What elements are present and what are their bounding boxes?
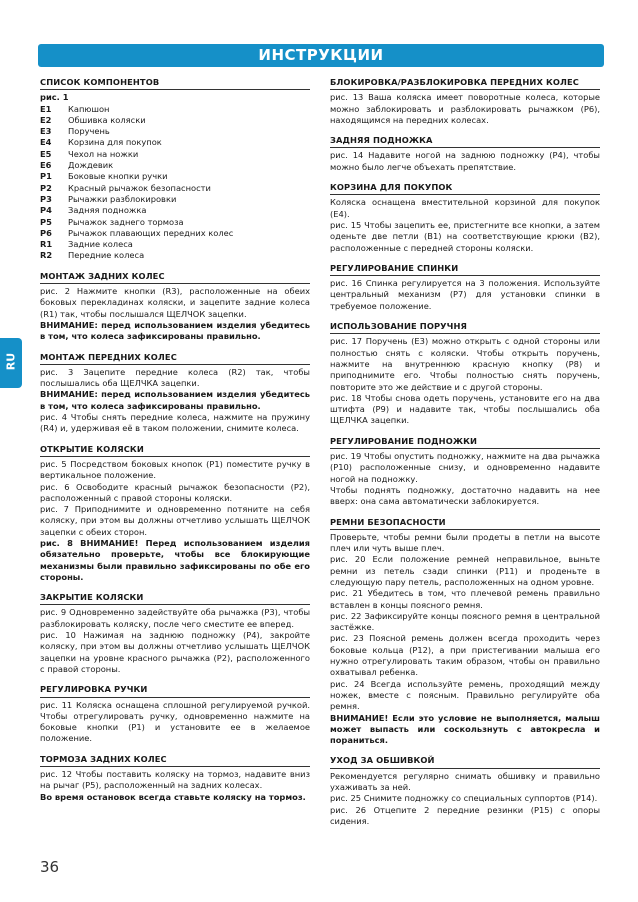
component-list-item bbox=[40, 217, 310, 228]
component-code: P6 bbox=[40, 227, 52, 238]
section-title: ИСПОЛЬЗОВАНИЕ ПОРУЧНЯ bbox=[330, 321, 600, 334]
component-list-item bbox=[40, 160, 310, 171]
paragraph: Коляска оснащена вместительной корзиной для покупок (E4). bbox=[330, 197, 600, 219]
opening-section bbox=[40, 444, 310, 584]
rear-brake-section bbox=[40, 754, 310, 803]
section-title: ТОРМОЗА ЗАДНИХ КОЛЕС bbox=[40, 754, 310, 767]
closing-section bbox=[40, 592, 310, 675]
component-name: Рычажок заднего тормоза bbox=[68, 216, 184, 227]
component-name: Рычажок плавающих передних колес bbox=[68, 227, 234, 238]
paragraph: рис. 26 Отцепите 2 передние резинки (P15) с опоры сидения. bbox=[330, 804, 600, 826]
component-list-item bbox=[40, 149, 310, 160]
language-tab bbox=[0, 338, 22, 388]
paragraph: рис. 6 Освободите красный рычажок безопасности (P2), расположенный с правой стороны коляски. bbox=[40, 481, 310, 503]
language-label: RU bbox=[4, 352, 18, 371]
paragraph: Проверьте, чтобы ремни были продеты в петли на высоте плеч или чуть выше плеч. bbox=[330, 531, 600, 554]
component-code: P3 bbox=[40, 193, 52, 204]
paragraph: рис. 17 Поручень (E3) можно открыть с одной стороны или полностью снять с коляски. Чтобы открыть поручень, нажмите на внутреннюю красную кнопку (P8) и приподнимите его. Чтобы полностью снять поручень, повторите это же действие и с другой стороны. bbox=[330, 336, 600, 392]
component-name: Красный рычажок безопасности bbox=[68, 182, 211, 193]
rear-footboard-section bbox=[330, 135, 600, 173]
paragraph: рис. 23 Поясной ремень должен всегда проходить через боковые кольца (P12), а при пристегивании малыша его нужно отрегулировать таким образом, чтобы он правильно охватывал ребенка. bbox=[330, 633, 600, 678]
legrest-section bbox=[330, 436, 600, 508]
paragraph: рис. 13 Ваша коляска имеет поворотные колеса, которые можно заблокировать и разблокировать рычажком (P6), находящимся на передних колесах. bbox=[330, 92, 600, 125]
component-name: Дождевик bbox=[68, 160, 114, 171]
bumper-section bbox=[330, 321, 600, 427]
paragraph: рис. 9 Одновременно задействуйте оба рычажка (P3), чтобы разблокировать коляску, после чего сместите ее вперед. bbox=[40, 607, 310, 629]
paragraph: рис. 24 Всегда используйте ремень, проходящий между ножек, вместе с поясным. Правильно регулируйте оба ремня. bbox=[330, 678, 600, 712]
paragraph: рис. 25 Снимите подножку со специальных суппортов (P14). bbox=[330, 793, 598, 804]
component-code: E4 bbox=[40, 137, 52, 148]
paragraph: рис. 18 Чтобы снова одеть поручень, установите его на два штифта (P9) и надавите так, чтобы послышались оба ЩЕЛЧКА зацепки. bbox=[330, 392, 600, 426]
paragraph: рис. 21 Убедитесь в том, что плечевой ремень правильно вставлен в концы поясного ремня. bbox=[330, 588, 600, 610]
component-list-item bbox=[40, 205, 310, 216]
figure-ref: рис. 1 bbox=[40, 92, 69, 103]
warning: рис. 8 ВНИМАНИЕ! Перед использованием изделия обязательно проверьте, чтобы все блокирующие механизмы были правильно зафиксированы по обе его стороны. bbox=[40, 537, 310, 582]
component-list-item bbox=[40, 239, 310, 250]
page-number: 36 bbox=[40, 858, 60, 876]
component-name: Рычажки разблокировки bbox=[68, 193, 177, 204]
component-list-item bbox=[40, 183, 310, 194]
component-code: P5 bbox=[40, 216, 52, 227]
handle-section bbox=[40, 684, 310, 744]
paragraph: рис. 5 Посредством боковых кнопок (P1) поместите ручку в вертикальное положение. bbox=[40, 458, 310, 481]
paragraph: Рекомендуется регулярно снимать обшивку и правильно ухаживать за ней. bbox=[330, 770, 600, 793]
component-code: P1 bbox=[40, 171, 52, 182]
component-code: P4 bbox=[40, 205, 52, 216]
harness-section bbox=[330, 517, 600, 747]
section-title: МОНТАЖ ПЕРЕДНИХ КОЛЕС bbox=[40, 352, 310, 365]
component-list-item bbox=[40, 171, 310, 182]
component-code: E3 bbox=[40, 126, 52, 137]
front-wheels-section bbox=[40, 352, 310, 435]
section-title: ОТКРЫТИЕ КОЛЯСКИ bbox=[40, 444, 310, 457]
component-name: Задние колеса bbox=[68, 239, 133, 250]
component-list-item bbox=[40, 115, 310, 126]
component-list bbox=[40, 104, 310, 262]
component-code: P2 bbox=[40, 182, 52, 193]
paragraph: рис. 22 Зафиксируйте концы поясного ремня в центральной застёжке. bbox=[330, 610, 600, 633]
component-list-item bbox=[40, 104, 310, 115]
warning: ВНИМАНИЕ: перед использованием изделия убедитесь в том, что колеса зафиксированы правильно. bbox=[40, 389, 310, 411]
component-code: R2 bbox=[40, 250, 53, 261]
section-title: БЛОКИРОВКА/РАЗБЛОКИРОВКА ПЕРЕДНИХ КОЛЕС bbox=[330, 77, 600, 90]
paragraph: рис. 14 Надавите ногой на заднюю подножку (P4), чтобы можно было легче объехать препятствие. bbox=[330, 150, 600, 172]
paragraph: рис. 15 Чтобы зацепить ее, пристегните все кнопки, а затем оденьте две петли (B1) на соответствующие крюки (B2), расположенные с передней стороны коляски. bbox=[330, 219, 600, 253]
component-code: E5 bbox=[40, 148, 52, 159]
section-title: ЗАДНЯЯ ПОДНОЖКА bbox=[330, 135, 600, 148]
page-title: ИНСТРУКЦИИ bbox=[258, 46, 384, 64]
component-name: Чехол на ножки bbox=[68, 148, 139, 159]
paragraph: рис. 7 Приподнимите и одновременно потяните на себя коляску, при этом вы должны отчетливо услышать ЩЕЛЧОК зацепки с обеих сторон. bbox=[40, 504, 310, 537]
component-name: Капюшон bbox=[68, 103, 110, 114]
warning: Во время остановок всегда ставьте коляску на тормоз. bbox=[40, 791, 306, 802]
warning: ВНИМАНИЕ! Если это условие не выполняется, малыш может выпасть или соскользнуть с автокресла и пораниться. bbox=[330, 712, 600, 746]
component-name: Задняя подножка bbox=[68, 205, 147, 216]
paragraph: рис. 3 Зацепите передние колеса (R2) так, чтобы послышались оба ЩЕЛЧКА зацепки. bbox=[40, 366, 310, 389]
rear-wheels-section bbox=[40, 271, 310, 343]
component-name: Корзина для покупок bbox=[68, 137, 162, 148]
right-column bbox=[330, 77, 600, 836]
paragraph: рис. 11 Коляска оснащена сплошной регулируемой ручкой. Чтобы отрегулировать ручку, одновременно нажмите на боковые кнопки (P1) и установите ее в желаемое положение. bbox=[40, 699, 310, 744]
paragraph: рис. 19 Чтобы опустить подножку, нажмите на два рычажка (P10) расположенные снизу, и одновременно надавите ногой на подножку. bbox=[330, 451, 600, 484]
left-column bbox=[40, 77, 310, 812]
paragraph: рис. 20 Если положение ремней неправильное, выньте ремни из петель сзади спинки (P11) и проденьте в следующую пару петель, расположенных на одном уровне. bbox=[330, 554, 600, 587]
cover-care-section bbox=[330, 755, 600, 827]
paragraph: рис. 12 Чтобы поставить коляску на тормоз, надавите вниз на рычаг (P5), расположенный на задних колесах. bbox=[40, 769, 310, 791]
section-title: РЕМНИ БЕЗОПАСНОСТИ bbox=[330, 517, 600, 530]
component-list-item bbox=[40, 194, 310, 205]
section-title: МОНТАЖ ЗАДНИХ КОЛЕС bbox=[40, 271, 310, 284]
component-name: Поручень bbox=[68, 126, 110, 137]
section-title: РЕГУЛИРОВКА РУЧКИ bbox=[40, 684, 310, 697]
warning: ВНИМАНИЕ: перед использованием изделия убедитесь в том, что колеса зафиксированы правильно. bbox=[40, 319, 310, 342]
paragraph: рис. 16 Спинка регулируется на 3 положения. Используйте центральный механизм (P7) для установки спинки в требуемое положение. bbox=[330, 278, 600, 311]
component-code: E1 bbox=[40, 103, 52, 114]
backrest-section bbox=[330, 263, 600, 312]
component-name: Обшивка коляски bbox=[68, 114, 146, 125]
component-name: Боковые кнопки ручки bbox=[68, 171, 168, 182]
section-title: РЕГУЛИРОВАНИЕ СПИНКИ bbox=[330, 263, 600, 276]
component-list-item bbox=[40, 250, 310, 261]
section-title: КОРЗИНА ДЛЯ ПОКУПОК bbox=[330, 182, 600, 195]
front-lock-section bbox=[330, 77, 600, 126]
component-list-item bbox=[40, 228, 310, 239]
section-title: СПИСОК КОМПОНЕНТОВ bbox=[40, 77, 310, 90]
paragraph: рис. 4 Чтобы снять передние колеса, нажмите на пружину (R4) и, удерживая её в таком положении, снимите колеса. bbox=[40, 412, 310, 434]
paragraph: рис. 10 Нажимая на заднюю подножку (P4), закройте коляску, при этом вы должны отчетливо услышать ЩЕЛЧОК зацепки на уровне красного рычажка (P2), расположенного с правой стороны. bbox=[40, 630, 310, 674]
section-title: ЗАКРЫТИЕ КОЛЯСКИ bbox=[40, 592, 310, 605]
component-code: E2 bbox=[40, 114, 52, 125]
component-list-item bbox=[40, 126, 310, 137]
section-title: РЕГУЛИРОВАНИЕ ПОДНОЖКИ bbox=[330, 436, 600, 449]
component-list-item bbox=[40, 137, 310, 148]
components-section bbox=[40, 77, 310, 262]
component-name: Передние колеса bbox=[68, 250, 145, 261]
paragraph: Чтобы поднять подножку, достаточно надавить на нее вверх: она сама автоматически заблокируется. bbox=[330, 484, 600, 507]
component-code: R1 bbox=[40, 239, 53, 250]
section-title: УХОД ЗА ОБШИВКОЙ bbox=[330, 755, 600, 768]
paragraph: рис. 2 Нажмите кнопки (R3), расположенные на обеих боковых перекладинах коляски, и зацепите задние колеса (R1) так, чтобы послышался ЩЕЛЧОК зацепки. bbox=[40, 286, 310, 319]
component-code: E6 bbox=[40, 160, 52, 171]
basket-section bbox=[330, 182, 600, 254]
header-bar bbox=[38, 44, 604, 67]
